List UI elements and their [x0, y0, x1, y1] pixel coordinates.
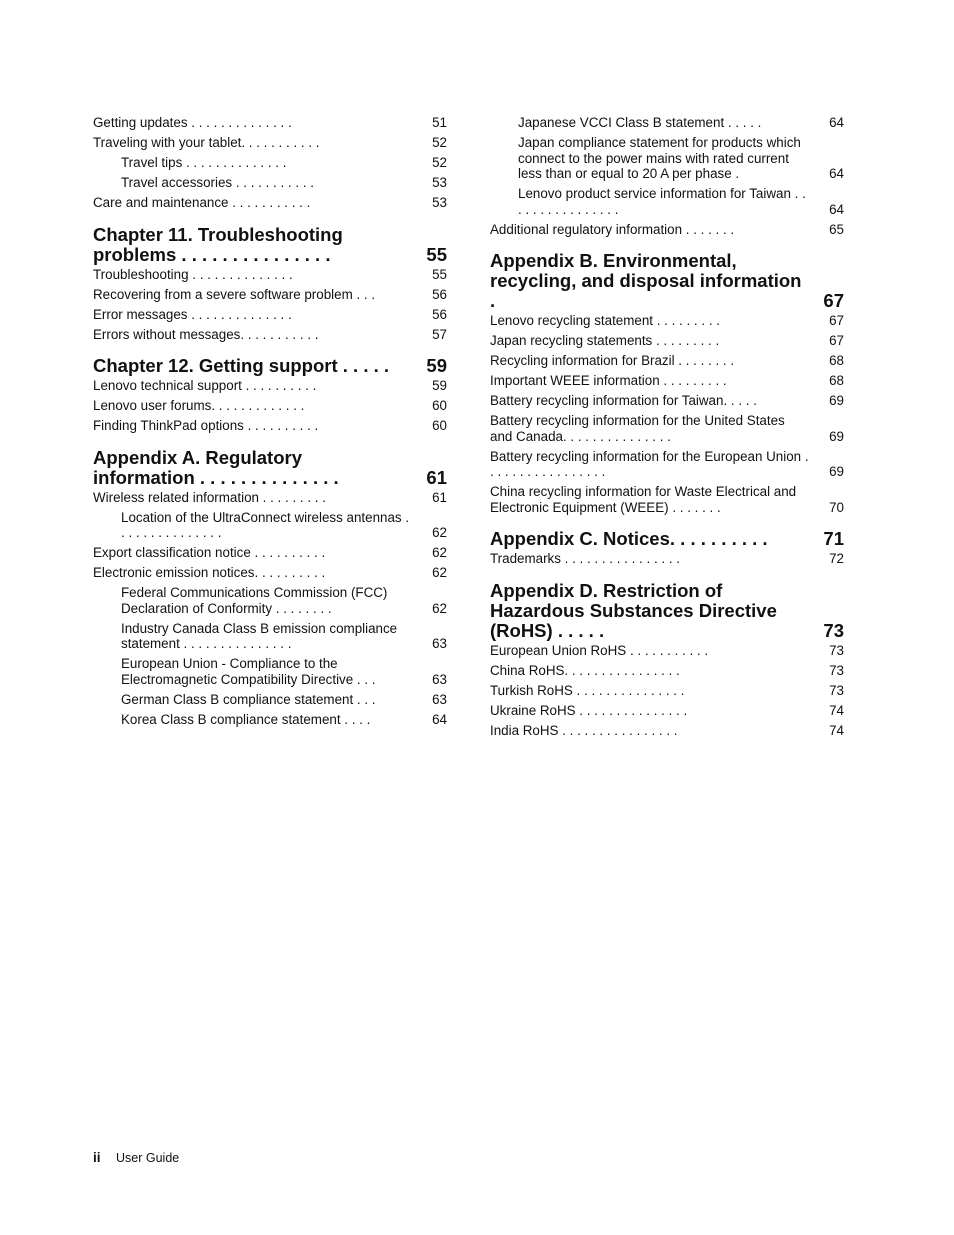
toc-entry-title: Lenovo user forums. . . . . . . . . . . . .: [93, 398, 305, 413]
toc-page-number: 59: [432, 378, 447, 393]
toc-page-number: 68: [829, 373, 844, 388]
toc-page-number: 64: [829, 166, 844, 181]
toc-entry[interactable]: [490, 393, 844, 409]
toc-entry[interactable]: [490, 222, 844, 238]
toc-page-number: 74: [829, 722, 844, 738]
toc-entry-title: Lenovo product service information for Taiwan . . . . . . . . . . . . . . . .: [518, 186, 806, 217]
toc-entry-title: Federal Communications Commission (FCC) Declaration of Conformity . . . . . . . .: [121, 585, 388, 616]
toc-entry-title: Ukraine RoHS . . . . . . . . . . . . . . .: [490, 702, 688, 718]
toc-page-number: 56: [432, 306, 447, 322]
toc-right-column: [490, 115, 844, 743]
toc-entry[interactable]: [93, 490, 447, 506]
toc-page-number: 71: [823, 528, 844, 549]
toc-entry[interactable]: [93, 378, 447, 394]
toc-entry[interactable]: [121, 585, 447, 616]
toc-page-number: 53: [432, 195, 447, 210]
toc-page-number: 56: [432, 286, 447, 302]
toc-entry-title: Traveling with your tablet. . . . . . . . . . .: [93, 135, 320, 150]
toc-entry[interactable]: [518, 135, 844, 182]
toc-entry-title: Turkish RoHS . . . . . . . . . . . . . . .: [490, 682, 685, 698]
toc-page-number: 63: [432, 636, 447, 651]
toc-entry[interactable]: [93, 307, 447, 323]
toc-entry-title: Recovering from a severe software problem . . .: [93, 286, 376, 302]
toc-entry-title: Finding ThinkPad options . . . . . . . . . .: [93, 418, 319, 433]
toc-page-number: 59: [426, 355, 447, 376]
toc-entry[interactable]: [121, 692, 447, 708]
toc-page-number: 53: [432, 175, 447, 190]
toc-chapter-title: Chapter 11. Troubleshooting problems . . . . . . . . . . . . . . .: [93, 223, 343, 265]
toc-entry-title: Electronic emission notices. . . . . . . . . .: [93, 565, 326, 580]
toc-entry[interactable]: [93, 287, 447, 303]
toc-page-number: 72: [829, 551, 844, 566]
toc-chapter-heading[interactable]: [490, 251, 844, 311]
toc-entry[interactable]: [490, 413, 844, 444]
toc-entry-title: Troubleshooting . . . . . . . . . . . . . .: [93, 266, 293, 282]
toc-entry[interactable]: [490, 313, 844, 329]
toc-entry-title: Lenovo technical support . . . . . . . . . .: [93, 378, 317, 393]
toc-entry[interactable]: [93, 115, 447, 131]
toc-chapter-title: Appendix C. Notices. . . . . . . . . .: [490, 528, 768, 549]
toc-chapter-heading[interactable]: [93, 225, 447, 265]
toc-chapter-title: Appendix D. Restriction of Hazardous Substances Directive (RoHS) . . . . .: [490, 579, 777, 641]
toc-entry[interactable]: [490, 449, 844, 480]
toc-page-number: 67: [823, 290, 844, 311]
toc-entry-title: Travel accessories . . . . . . . . . . .: [121, 175, 314, 190]
toc-entry[interactable]: [490, 703, 844, 719]
toc-chapter-heading[interactable]: [93, 356, 447, 376]
toc-page-number: 69: [829, 464, 844, 479]
toc-entry[interactable]: [490, 353, 844, 369]
toc-chapter-heading[interactable]: [93, 448, 447, 488]
toc-entry-title: Recycling information for Brazil . . . . . . . .: [490, 353, 735, 368]
toc-page-number: 73: [829, 642, 844, 658]
toc-entry[interactable]: [518, 115, 844, 131]
toc-page-number: 61: [432, 489, 447, 505]
toc-chapter-heading[interactable]: [490, 581, 844, 641]
toc-entry[interactable]: [490, 484, 844, 515]
toc-page-number: 55: [432, 266, 447, 282]
toc-entry[interactable]: [121, 175, 447, 191]
toc-entry-title: Error messages . . . . . . . . . . . . . .: [93, 306, 292, 322]
toc-entry-title: Location of the UltraConnect wireless antennas . . . . . . . . . . . . . . .: [121, 509, 410, 540]
toc-entry-title: Export classification notice . . . . . . . . . .: [93, 545, 326, 560]
toc-page-number: 52: [432, 135, 447, 150]
toc-page-number: 67: [829, 333, 844, 348]
toc-entry[interactable]: [490, 373, 844, 389]
toc-page-number: 64: [432, 711, 447, 727]
toc-entry[interactable]: [490, 643, 844, 659]
toc-entry-title: Industry Canada Class B emission compliance statement . . . . . . . . . . . . . . .: [121, 620, 398, 651]
toc-page-number: 73: [823, 619, 844, 641]
toc-entry-title: Errors without messages. . . . . . . . . . .: [93, 326, 319, 342]
toc-page-number: 64: [829, 201, 844, 217]
toc-entry-title: Wireless related information . . . . . . . . .: [93, 489, 326, 505]
toc-entry-title: India RoHS . . . . . . . . . . . . . . . .: [490, 722, 678, 738]
toc-entry-title: Lenovo recycling statement . . . . . . . . .: [490, 313, 720, 328]
toc-page-number: 73: [829, 682, 844, 698]
toc-entry-title: Japan recycling statements . . . . . . . . .: [490, 333, 720, 348]
toc-entry-title: Important WEEE information . . . . . . . . .: [490, 373, 727, 388]
footer-title: User Guide: [116, 1151, 180, 1165]
toc-page-number: 65: [829, 221, 844, 237]
toc-chapter-title: Chapter 12. Getting support . . . . .: [93, 355, 390, 376]
toc-entry[interactable]: [93, 267, 447, 283]
toc-page-number: 55: [426, 243, 447, 265]
toc-page-number: 51: [432, 115, 447, 130]
toc-entry[interactable]: [121, 621, 447, 652]
toc-page-number: 60: [432, 398, 447, 413]
toc-entry[interactable]: [121, 712, 447, 728]
toc-entry-title: China recycling information for Waste Electrical and Electronic Equipment (WEEE) . . . . . . .: [490, 484, 797, 515]
toc-page-number: 70: [829, 499, 844, 515]
toc-entry-title: European Union - Compliance to the Electromagnetic Compatibility Directive . . .: [121, 656, 376, 687]
toc-page-number: 74: [829, 702, 844, 718]
toc-page-number: 57: [432, 326, 447, 342]
page-footer: [93, 1150, 179, 1165]
toc-entry-title: Getting updates . . . . . . . . . . . . . .: [93, 115, 292, 130]
toc-page-number: 61: [426, 466, 447, 488]
toc-entry[interactable]: [490, 683, 844, 699]
toc-page-number: 60: [432, 418, 447, 433]
toc-entry[interactable]: [93, 418, 447, 434]
toc-page-number: 63: [432, 691, 447, 707]
toc-entry[interactable]: [121, 656, 447, 687]
toc-page-number: 67: [829, 313, 844, 328]
toc-entry-title: Trademarks . . . . . . . . . . . . . . . .: [490, 551, 680, 566]
toc-page-number: 69: [829, 428, 844, 444]
toc-page-number: 62: [432, 525, 447, 540]
toc-entry[interactable]: [93, 135, 447, 151]
toc-entry-title: China RoHS. . . . . . . . . . . . . . . .: [490, 662, 680, 678]
toc-page-number: 52: [432, 155, 447, 170]
toc-entry-title: Battery recycling information for the European Union . . . . . . . . . . . . . . . . .: [490, 448, 809, 479]
toc-page-number: 64: [829, 115, 844, 130]
toc-entry-title: Korea Class B compliance statement . . . .: [121, 711, 371, 727]
toc-entry-title: Battery recycling information for the United States and Canada. . . . . . . . . . . . . . .: [490, 413, 785, 444]
toc-entry-title: Travel tips . . . . . . . . . . . . . .: [121, 155, 287, 170]
toc-entry[interactable]: [93, 565, 447, 581]
toc-page-number: 62: [432, 545, 447, 560]
toc-left-column: [93, 115, 447, 732]
toc-entry-title: Japanese VCCI Class B statement . . . . .: [518, 115, 762, 130]
toc-entry-title: Japan compliance statement for products which connect to the power mains with rated current less than or equal to 20 A per phase .: [518, 135, 801, 181]
toc-entry-title: Battery recycling information for Taiwan. . . . .: [490, 393, 757, 408]
toc-page-number: 62: [432, 600, 447, 616]
toc-chapter-title: Appendix A. Regulatory information . . . . . . . . . . . . . .: [93, 446, 339, 488]
toc-page-number: 73: [829, 662, 844, 678]
toc-chapter-heading[interactable]: [490, 529, 844, 549]
toc-page-number: 68: [829, 353, 844, 368]
toc-entry[interactable]: [518, 186, 844, 217]
toc-entry[interactable]: [93, 545, 447, 561]
toc-entry[interactable]: [121, 510, 447, 541]
toc-entry[interactable]: [93, 398, 447, 414]
toc-entry[interactable]: [490, 663, 844, 679]
footer-page-number: ii: [93, 1150, 101, 1165]
toc-entry-title: European Union RoHS . . . . . . . . . . .: [490, 642, 709, 658]
toc-entry-title: German Class B compliance statement . . .: [121, 691, 376, 707]
toc-entry[interactable]: [93, 327, 447, 343]
toc-page-number: 69: [829, 393, 844, 408]
toc-entry-title: Care and maintenance . . . . . . . . . . .: [93, 195, 311, 210]
toc-page-number: 62: [432, 565, 447, 580]
toc-page-number: 63: [432, 671, 447, 687]
toc-entry[interactable]: [121, 155, 447, 171]
toc-entry[interactable]: [93, 195, 447, 211]
toc-entry-title: Additional regulatory information . . . . . . .: [490, 221, 735, 237]
toc-chapter-title: Appendix B. Environmental, recycling, and disposal information .: [490, 250, 802, 311]
toc-entry[interactable]: [490, 551, 844, 567]
toc-entry[interactable]: [490, 723, 844, 739]
toc-entry[interactable]: [490, 333, 844, 349]
